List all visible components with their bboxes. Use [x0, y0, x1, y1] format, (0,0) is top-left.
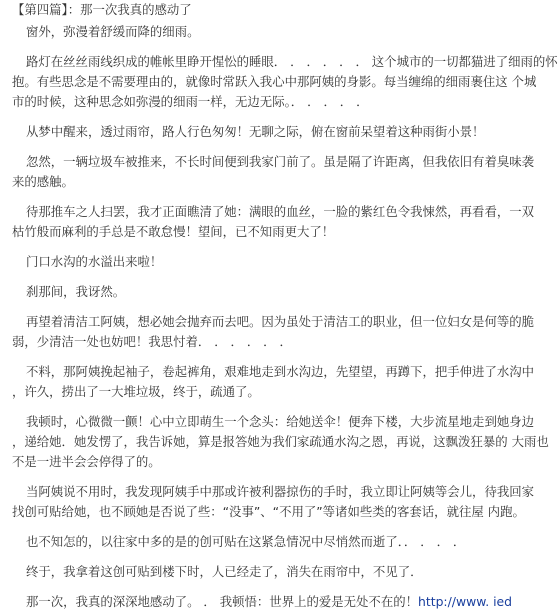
paragraph-line: 来的感触。: [12, 174, 74, 189]
paragraph-line: 忽然，一辆垃圾车被推来，不长时间便到我家门前了。虽是隔了许距离，但我依旧有着臭味袭: [26, 154, 535, 169]
paragraph-line: 找创可贴给她，也不顾她是否说了些：“没事”、“不用了”等诸如些类的客套话，就往屋 内跑。: [12, 504, 525, 519]
paragraph-line: 路灯在丝丝雨线织成的帷帐里睁开惺忪的睡眼． ． ． ． ． ． 这个城市的一切都猫进了细雨的怀: [26, 54, 558, 69]
paragraph-line: ，许久，捞出了一大堆垃圾，终于，疏通了。: [12, 384, 260, 399]
paragraph-line: 枯竹般而麻利的手总是不敢怠慢！望间，已不知雨更大了！: [12, 224, 335, 239]
article-title: 【第四篇】：那一次我真的感动了: [12, 2, 192, 17]
paragraph-line: 不是一进半会会停得了的。: [12, 454, 161, 469]
paragraph-line: 不料，那阿姨挽起袖子，卷起裤角，艰难地走到水沟边，先望望，再蹲下，把手伸进了水沟中: [26, 364, 535, 379]
paragraph-line: ，递给她．她发愣了，我告诉她，算是报答她为我们家疏通水沟之恩，再说，这飘泼狂暴的 大雨也: [12, 434, 549, 449]
paragraph-line: 抱。有些思念是不需要理由的，就像时常跃入我心中那阿姨的身影。每当缠绵的细雨裹住这 个城: [12, 74, 537, 89]
paragraph-line: 也不知怎的，以往家中多的是的创可贴在这紧急情况中尽悄然而逝了．． ． ． ．: [26, 534, 466, 549]
paragraph-line: 门口水沟的水溢出来啦！: [26, 254, 163, 269]
paragraph-line: 再望着清洁工阿姨，想必她会抛弃而去吧。因为虽处于清洁工的职业，但一位妇女是何等的脆: [26, 314, 535, 329]
paragraph-line: 刹那间，我讶然。: [26, 284, 126, 299]
paragraph-line: 市的时候，这种思念如弥漫的细雨一样，无边无际。． ． ． ． ．: [12, 94, 369, 109]
closing-line: [12, 592, 513, 612]
paragraph-line: 窗外，弥漫着舒缓而降的细雨。: [26, 24, 200, 39]
paragraph-line: 待那推车之人扫罢，我才正面瞧清了她：满眼的血丝，一脸的紫红色令我悚然，再看看，一双: [26, 204, 535, 219]
source-link[interactable]: http://www. ied: [418, 594, 513, 609]
paragraph-line: 当阿姨说不用时，我发现阿姨手中那或许被利器掠伤的手时，我立即让阿姨等会儿，待我回家: [26, 484, 535, 499]
paragraph-line: 弱，少清洁一处也妨吧！我思忖着． ． ． ． ． ．: [12, 334, 292, 349]
paragraph-line: 终于，我拿着这创可贴到楼下时，人已经走了，消失在雨帘中，不见了．: [26, 564, 423, 579]
paragraph-line: 我顿时，心微微一颤！心中立即萌生一个念头：给她送伞！便奔下楼，大步流星地走到她身边: [26, 414, 535, 429]
closing-text: 那一次，我真的深深地感动了。 ． 我顿悟：世界上的爱是无处不在的！: [26, 594, 418, 609]
paragraph-line: 从梦中醒来，透过雨帘，路人行色匆匆！无聊之际，俯在窗前呆望着这种雨街小景！: [26, 124, 485, 139]
